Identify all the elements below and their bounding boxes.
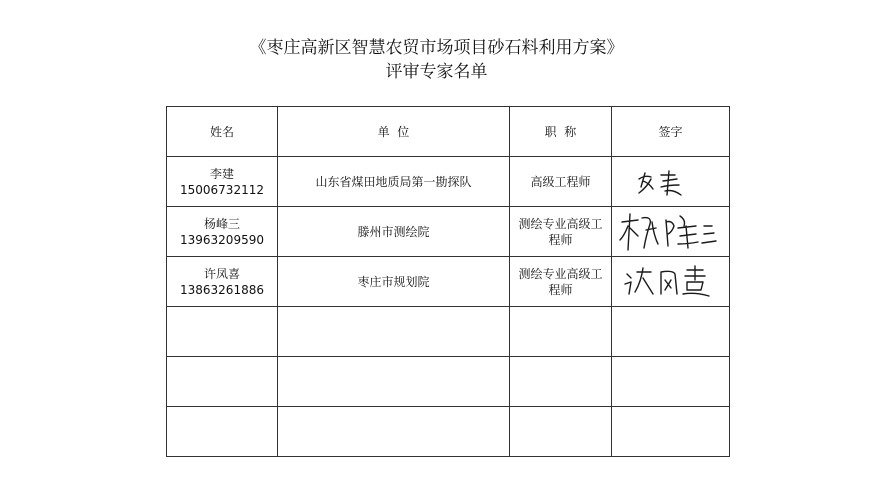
document-title: 《枣庄高新区智慧农贸市场项目砂石料利用方案》 xyxy=(249,38,624,58)
table-row xyxy=(167,207,730,257)
signature-cell xyxy=(612,207,730,257)
table-header-row xyxy=(167,107,730,157)
expert-name-cell xyxy=(167,157,278,207)
table-row xyxy=(167,257,730,307)
expert-title: 测绘专业高级工程师 xyxy=(510,257,612,307)
expert-name: 李建 xyxy=(209,166,234,181)
handwritten-signature xyxy=(631,165,711,199)
table-row xyxy=(167,357,730,407)
expert-name-cell xyxy=(167,257,278,307)
expert-title: 测绘专业高级工程师 xyxy=(510,207,612,257)
signature-cell xyxy=(612,257,730,307)
signature-cell xyxy=(612,157,730,207)
expert-unit: 枣庄市规划院 xyxy=(278,257,510,307)
expert-name: 许凤喜 xyxy=(203,266,240,281)
document-subtitle: 评审专家名单 xyxy=(385,62,488,82)
expert-table xyxy=(166,106,730,457)
header-unit: 单 位 xyxy=(278,107,510,157)
expert-name-cell xyxy=(167,207,278,257)
header-signature: 签字 xyxy=(612,107,730,157)
header-name: 姓名 xyxy=(167,107,278,157)
expert-phone: 13963209590 xyxy=(180,232,264,247)
handwritten-signature xyxy=(616,210,726,254)
expert-title: 高级工程师 xyxy=(510,157,612,207)
expert-unit: 滕州市测绘院 xyxy=(278,207,510,257)
expert-unit: 山东省煤田地质局第一勘探队 xyxy=(278,157,510,207)
expert-phone: 15006732112 xyxy=(180,182,264,197)
header-title: 职 称 xyxy=(510,107,612,157)
expert-name: 杨峰三 xyxy=(203,216,240,231)
table-row xyxy=(167,157,730,207)
table-row xyxy=(167,307,730,357)
handwritten-signature xyxy=(621,264,721,300)
expert-phone: 13863261886 xyxy=(180,282,264,297)
table-row xyxy=(167,407,730,457)
